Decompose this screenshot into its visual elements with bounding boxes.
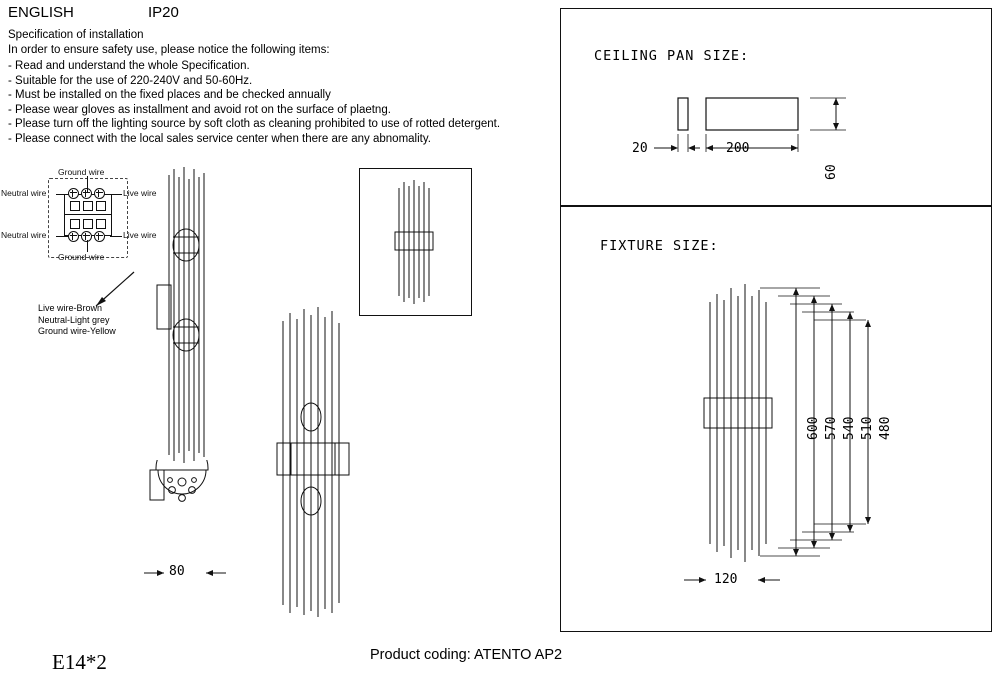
spec-item: - Please connect with the local sales service center when there are any abnomality. xyxy=(8,132,431,145)
wiring-label-live-top: Live wire xyxy=(123,188,157,198)
fixture-dim-540: 540 xyxy=(842,416,857,440)
legend-neutral: Neutral-Light grey xyxy=(38,314,110,325)
ip-rating-label: IP20 xyxy=(148,4,179,21)
language-label: ENGLISH xyxy=(8,4,74,21)
spec-item: - Read and understand the whole Specification. xyxy=(8,60,250,72)
specification-list xyxy=(8,59,500,147)
wiring-label-neutral-bot: Neutral wire xyxy=(1,230,47,240)
wiring-legend xyxy=(38,303,116,338)
spec-item: - Please turn off the lighting source by soft cloth as cleaning prohibited to use of rotted detergent. xyxy=(8,118,501,131)
wiring-label-neutral-top: Neutral wire xyxy=(1,188,47,198)
terminal-screw xyxy=(68,231,79,242)
depth-dimension-arrows xyxy=(140,563,230,583)
wiring-label-live-bot: Live wire xyxy=(123,230,157,240)
terminal-screw xyxy=(68,188,79,199)
fixture-side-elevation xyxy=(155,165,225,470)
terminal-screw xyxy=(94,188,105,199)
specification-title: Specification of installation xyxy=(8,29,144,41)
lamp-spec-label: E14*2 xyxy=(52,650,107,674)
ceiling-pan-height-value: 60 xyxy=(824,164,839,180)
fixture-front-elevation xyxy=(265,305,360,625)
spec-item: - Please wear gloves as installment and avoid rot on the surface of plaetng. xyxy=(8,103,391,116)
ceiling-pan-width-value: 200 xyxy=(726,141,750,156)
specification-intro: In order to ensure safety use, please notice the following items: xyxy=(8,44,330,56)
fixture-bottom-detail xyxy=(148,460,218,522)
product-coding-label: Product coding: ATENTO AP2 xyxy=(370,647,563,663)
fixture-dim-480: 480 xyxy=(878,416,893,440)
fixture-dim-510: 510 xyxy=(860,416,875,440)
terminal-screw xyxy=(94,231,105,242)
fixture-width-value: 120 xyxy=(714,572,738,587)
spec-item: - Must be installed on the fixed places and be checked annually xyxy=(8,89,331,102)
legend-live: Live wire-Brown xyxy=(38,303,103,313)
depth-dimension-value: 80 xyxy=(169,564,185,579)
legend-ground: Ground wire-Yellow xyxy=(38,326,116,336)
fixture-dim-600: 600 xyxy=(806,416,821,440)
ceiling-pan-drawing xyxy=(640,90,890,190)
wiring-label-ground-bot: Ground wire xyxy=(58,252,105,262)
fixture-size-title: FIXTURE SIZE: xyxy=(600,238,719,254)
wiring-label-ground-top: Ground wire xyxy=(58,167,105,177)
spec-item: - Suitable for the use of 220-240V and 50-60Hz. xyxy=(8,74,253,87)
terminal-block xyxy=(64,194,112,236)
fixture-detail-drawing xyxy=(385,178,447,308)
fixture-dim-570: 570 xyxy=(824,416,839,440)
ceiling-pan-title: CEILING PAN SIZE: xyxy=(594,48,750,64)
ceiling-pan-thickness-value: 20 xyxy=(632,141,648,156)
